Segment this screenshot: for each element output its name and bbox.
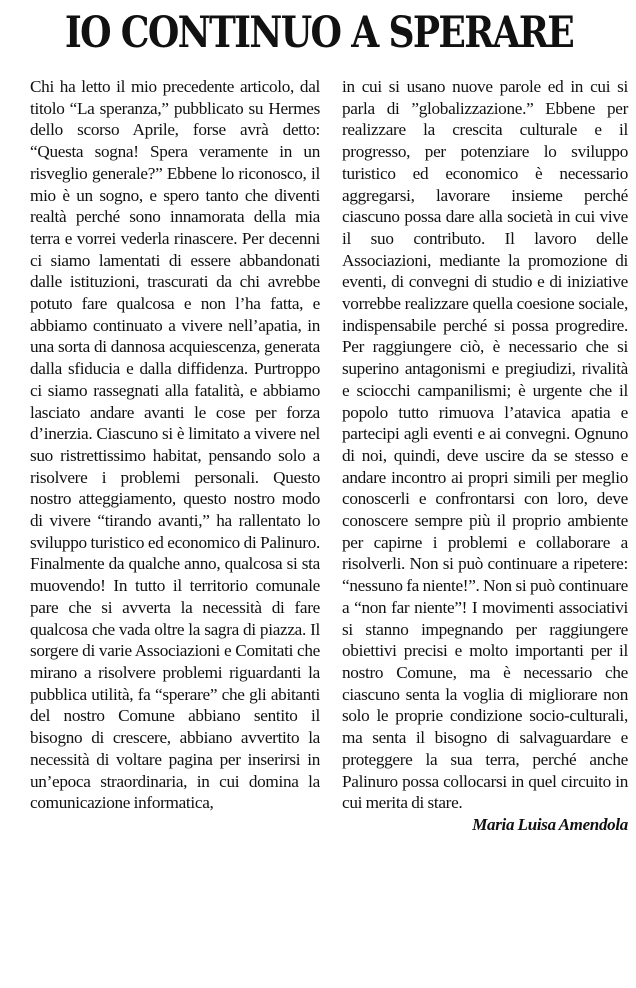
article-column-left xyxy=(30,76,320,836)
article-text-left: Chi ha letto il mio precedente articolo, dal titolo “La speranza,” pubblicato su Hermes dello scorso Aprile, forse avrà detto: “Questa sogna! Spera veramente in un risveglio generale?” Ebbene lo riconosco, il mio è un sogno, e spero tanto che diventi realtà perché sono innamorata della mia terra e vorrei vederla rinascere. Per decenni ci siamo lamentati di essere abbandonati dalle istituzioni, trascurati da chi avrebbe potuto fare qualcosa e non l’ha fatta, e abbiamo continuato a vivere nell’apatia, in una sorta di dannosa acquiescenza, generata dalla sfiducia e dalla diffidenza. Purtroppo ci siamo rassegnati alla fatalità, e abbiamo lasciato andare avanti le cose per forza d’inerzia. Ciascuno si è limitato a vivere nel suo ristrettissimo habitat, pensando solo a risolvere i problemi personali. Questo nostro atteggiamento, questo nostro modo di vivere “tirando avanti,” ha rallentato lo sviluppo turistico ed economico di Palinuro. Finalmente da qualche anno, qualcosa si sta muovendo! In tutto il territorio comunale pare che si avverta la necessità di fare qualcosa che vada oltre la sagra di piazza. Il sorgere di varie Associazioni e Comitati che mirano a risolvere problemi riguardanti la pubblica utilità, fa “sperare” che gli abitanti del nostro Comune abbiano sentito il bisogno di crescere, abbiano avvertito la necessità di voltare pagina per inserirsi in un’epoca straordinaria, in cui domina la comunicazione informatica, xyxy=(30,77,320,813)
article-text-right: in cui si usano nuove parole ed in cui si parla di ”globalizzazione.” Ebbene per realizzare la crescita culturale e il progresso, per potenziare lo sviluppo turistico ed economico è necessario aggregarsi, lavorare insieme perché ciascuno possa dare alla società in cui vive il suo contributo. Il lavoro delle Associazioni, mediante la promozione di eventi, di convegni di studio e di iniziative vorrebbe realizzare quella coesione sociale, indispensabile perché si possa progredire. Per raggiungere ciò, è necessario che si superino antagonismi e pregiudizi, rivalità e sciocchi campanilismi; è urgente che il popolo tutto rimuova l’atavica apatia e partecipi agli eventi e ai convegni. Ognuno di noi, quindi, deve uscire da se stesso e andare incontro ai propri simili per meglio conoscerli e confrontarsi con loro, deve conoscere sempre più il proprio ambiente per capirne i problemi e collaborare a risolverli. Non si può continuare a ripetere: “nessuno fa niente!”. Non si può continuare a “non far niente”! I movimenti associativi si stanno impegnando per raggiungere obiettivi precisi e molto importanti per il nostro Comune, ma è necessario che ciascuno senta la voglia di migliorare non solo le proprie condizione socio-culturali, ma senta il bisogno di salvaguardare e proteggere la sua terra, perché anche Palinuro possa collocarsi in quel circuito in cui merita di stare. xyxy=(342,77,628,813)
author-signature: Maria Luisa Amendola xyxy=(472,814,628,834)
article-body xyxy=(30,76,628,836)
article-column-right xyxy=(342,76,628,836)
article-title: IO CONTINUO A SPERARE xyxy=(64,8,574,58)
